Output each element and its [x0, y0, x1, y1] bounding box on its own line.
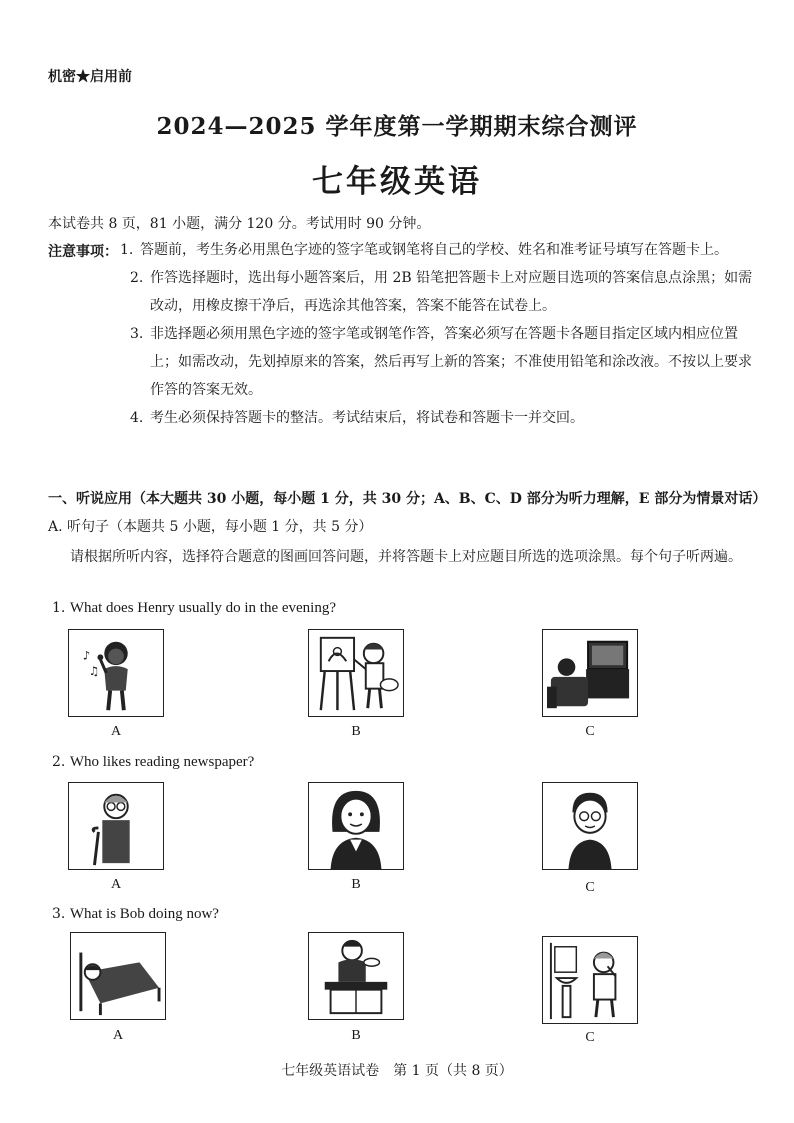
note-text: 非选择题必须用黑色字迹的签字笔或钢笔作答，答案必须写在答题卡各题目指定区域内相应位置上；如需改动，先划掉原来的答案，然后再写上新的答案；不准使用铅笔和涂改液。不按以上要求作答的答案无效。	[150, 326, 752, 398]
question-number: 1.	[52, 600, 66, 616]
question-text: What does Henry usually do in the evening?	[69, 600, 336, 616]
exam-title: 2024—2025 学年度第一学期期末综合测评	[156, 113, 638, 140]
girl-portrait-icon	[309, 783, 403, 869]
option-c-label: C	[585, 1030, 595, 1045]
question-number: 3.	[52, 906, 66, 922]
note-text: 考生必须保持答题卡的整洁。考试结束后，将试卷和答题卡一并交回。	[150, 410, 584, 426]
note-number: 4.	[130, 410, 144, 426]
boy-with-glasses-icon	[543, 783, 637, 869]
note-item	[120, 236, 760, 264]
question-text: What is Bob doing now?	[69, 906, 219, 922]
section-title: 一、听说应用（本大题共 30 小题，每小题 1 分，共 30 分；A、B、C、D 部分为听力理解，E 部分为情景对话）	[48, 491, 767, 507]
option-b-label: B	[351, 877, 361, 892]
question-3	[52, 906, 219, 923]
note-text: 答题前，考生务必用黑色字迹的签字笔或钢笔将自己的学校、姓名和准考证号填写在答题卡上。	[140, 242, 728, 258]
notes-label: 注意事项：	[48, 244, 118, 260]
option-a-label: A	[110, 724, 122, 739]
option-a-label: A	[112, 1028, 124, 1043]
question-number: 2.	[52, 754, 66, 770]
option-b-picture[interactable]	[308, 782, 404, 870]
note-number: 3.	[130, 326, 144, 342]
option-a-label: A	[110, 877, 122, 892]
question-text: Who likes reading newspaper?	[69, 754, 255, 770]
option-a-picture[interactable]	[70, 932, 166, 1020]
svg-text:♪: ♪	[82, 648, 91, 663]
note-number: 1.	[120, 242, 134, 258]
note-item	[130, 404, 760, 432]
option-b-picture[interactable]	[308, 629, 404, 717]
page-footer: 七年级英语试卷 第 1 页（共 8 页）	[281, 1063, 513, 1079]
question-1	[52, 600, 336, 617]
sleeping-in-bed-icon	[71, 933, 165, 1019]
cooking-person-icon	[309, 933, 403, 1019]
option-a-picture[interactable]	[68, 782, 164, 870]
singing-person-icon	[69, 630, 163, 716]
subject-title: 七年级英语	[312, 164, 482, 200]
option-a-picture[interactable]	[68, 629, 164, 717]
note-text: 作答选择题时，选出每小题答案后，用 2B 铅笔把答题卡上对应题目选项的答案信息点涂黑；如需改动，用橡皮擦干净后，再选涂其他答案，答案不能答在试卷上。	[150, 270, 753, 314]
svg-text:♫: ♫	[88, 663, 100, 678]
instruction-text: 请根据所听内容，选择符合题意的图画回答问题，并将答题卡上对应题目所选的选项涂黑。每个句子听两遍。	[70, 549, 742, 565]
exam-info: 本试卷共 8 页，81 小题，满分 120 分。考试用时 90 分钟。	[48, 216, 431, 232]
note-number: 2.	[130, 270, 144, 286]
option-c-picture[interactable]	[542, 629, 638, 717]
brushing-teeth-icon	[543, 937, 637, 1023]
option-c-label: C	[585, 724, 595, 739]
option-b-picture[interactable]	[308, 932, 404, 1020]
watching-tv-icon	[543, 630, 637, 716]
option-b-label: B	[351, 1028, 361, 1043]
note-item	[130, 264, 760, 320]
option-c-label: C	[585, 880, 595, 895]
option-c-picture[interactable]	[542, 782, 638, 870]
question-2	[52, 754, 254, 771]
painting-child-icon	[309, 630, 403, 716]
note-item	[130, 320, 760, 404]
notes-list	[120, 236, 760, 432]
option-c-picture[interactable]	[542, 936, 638, 1024]
grandpa-with-cane-icon	[69, 783, 163, 869]
part-a-title: A. 听句子（本题共 5 小题，每小题 1 分，共 5 分）	[48, 519, 373, 535]
confidential-label: 机密★启用前	[48, 69, 132, 85]
option-b-label: B	[351, 724, 361, 739]
